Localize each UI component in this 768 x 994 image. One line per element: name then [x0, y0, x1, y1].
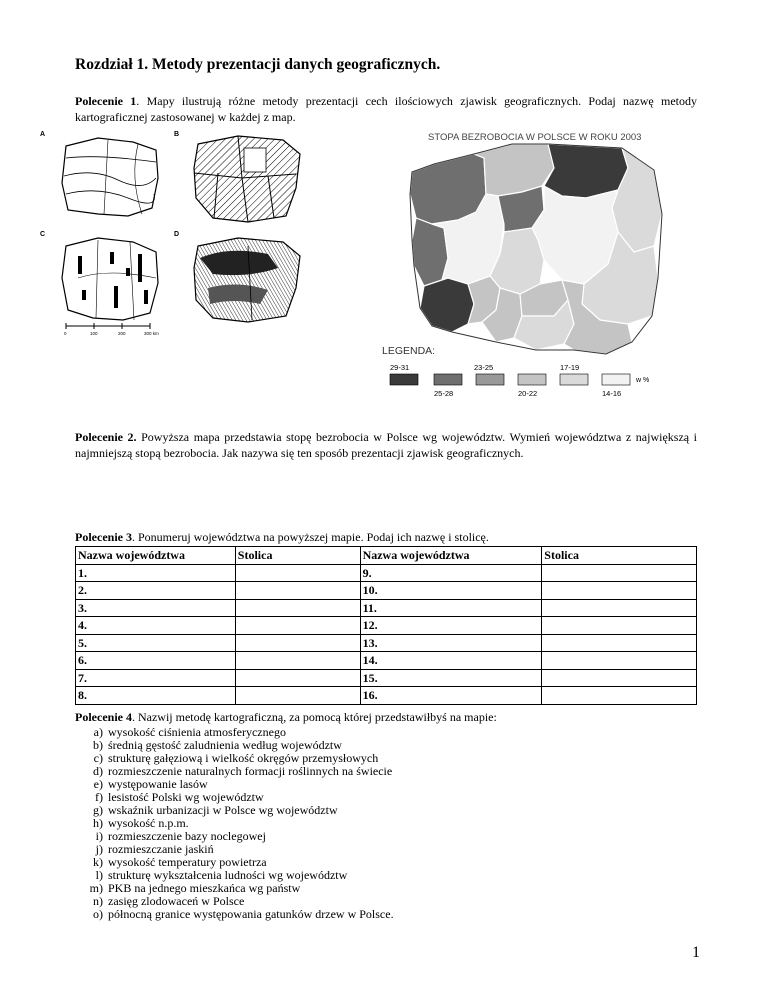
legend-swatch-20-22: [518, 374, 546, 385]
list-item: l) strukturę wykształcenia ludności wg województw: [95, 867, 348, 882]
legend-swatch-17-19: [560, 374, 588, 385]
list-item: j) rozmieszczanie jaskiń: [95, 841, 214, 856]
map-panel-a: [62, 138, 158, 216]
row-number: 11.: [360, 599, 542, 617]
list-item: m) PKB na jednego mieszkańca wg państw: [89, 880, 301, 895]
legend-swatch-25-28: [434, 374, 462, 385]
capital-cell[interactable]: [542, 669, 697, 687]
capital-cell[interactable]: [542, 599, 697, 617]
capital-cell[interactable]: [542, 634, 697, 652]
list-item: h) wysokość n.p.m.: [93, 815, 189, 830]
list-item: i) rozmieszczenie bazy noclegowej: [95, 828, 266, 843]
task-2-text: Powyższa mapa przedstawia stopę bezrobocia w Polsce wg województw. Wymień województwa z największą i najmniejszą stopą bezrobocia. Jak nazywa się ten sposób prezentacji zjawisk geograficznych.: [75, 430, 697, 460]
row-number: 16.: [360, 687, 542, 705]
legend-label-29-31: 29-31: [390, 363, 410, 372]
table-row: [76, 669, 697, 687]
row-number: 2.: [76, 582, 236, 600]
chapter-title: Rozdział 1. Metody prezentacji danych geograficznych.: [75, 56, 441, 73]
header-capital-1: Stolica: [235, 547, 360, 565]
voivodeships: [410, 144, 662, 354]
capital-cell[interactable]: [542, 617, 697, 635]
map-title: STOPA BEZROBOCIA W POLSCE W ROKU 2003: [428, 132, 642, 143]
task-3: [75, 530, 697, 546]
list-item: a) wysokość ciśnienia atmosferycznego: [93, 724, 286, 739]
table-row: [76, 687, 697, 705]
table-row: [76, 652, 697, 670]
table-row: [76, 634, 697, 652]
capital-cell[interactable]: [235, 582, 360, 600]
row-number: 8.: [76, 687, 236, 705]
row-number: 9.: [360, 564, 542, 582]
legend-swatch-23-25: [476, 374, 504, 385]
scale-bar: [64, 323, 159, 336]
table-row: [76, 582, 697, 600]
legend-unit: w %: [636, 377, 650, 384]
task-2-label: Polecenie 2.: [75, 430, 137, 444]
scale-100: 100: [90, 331, 98, 336]
task-3-label: Polecenie 3: [75, 530, 132, 544]
header-capital-2: Stolica: [542, 547, 697, 565]
task-4-label: Polecenie 4: [75, 710, 132, 724]
small-maps-figure: [38, 128, 338, 338]
task-4-intro: [75, 710, 697, 726]
legend-swatch-29-31: [390, 374, 418, 385]
legend-label-20-22: 20-22: [518, 389, 538, 398]
map-panel-d: [194, 238, 300, 322]
task-1-text: . Mapy ilustrują różne metody prezentacji cech ilościowych zjawisk geograficznych. Podaj nazwę metody kartograficznej zastosowanej w każdej z map.: [75, 94, 697, 124]
capital-cell[interactable]: [542, 652, 697, 670]
list-item: n) zasięg zlodowaceń w Polsce: [93, 893, 245, 908]
capital-cell[interactable]: [542, 687, 697, 705]
task-4-text: . Nazwij metodę kartograficzną, za pomocą której przedstawiłbyś na mapie:: [131, 710, 497, 724]
page-number: 1: [692, 944, 700, 961]
capital-cell[interactable]: [235, 687, 360, 705]
task-1: [75, 94, 697, 125]
legend-title: LEGENDA:: [382, 345, 436, 357]
scale-0: 0: [64, 331, 67, 336]
table-row: [76, 564, 697, 582]
map-panel-b: [194, 136, 300, 222]
list-item: f) lesistość Polski wg województw: [95, 789, 264, 804]
task-2: [75, 430, 697, 461]
row-number: 15.: [360, 669, 542, 687]
capital-cell[interactable]: [235, 617, 360, 635]
capital-cell[interactable]: [235, 652, 360, 670]
task-1-label: Polecenie 1: [75, 94, 137, 108]
table-row: [76, 599, 697, 617]
panel-label-b: B: [174, 131, 180, 138]
row-number: 14.: [360, 652, 542, 670]
panel-label-a: A: [40, 131, 46, 138]
capital-cell[interactable]: [542, 564, 697, 582]
capital-cell[interactable]: [235, 564, 360, 582]
legend-swatch-14-16: [602, 374, 630, 385]
scale-300: 300 km: [144, 331, 159, 336]
table-row: [76, 617, 697, 635]
list-item: o) północną granice występowania gatunków drzew w Polsce.: [93, 906, 394, 921]
task-4: [75, 710, 697, 921]
capital-cell[interactable]: [542, 582, 697, 600]
row-number: 7.: [76, 669, 236, 687]
unemployment-map: [372, 128, 692, 403]
list-item: e) występowanie lasów: [93, 776, 208, 791]
legend-label-17-19: 17-19: [560, 363, 580, 372]
task-3-text: . Ponumeruj województwa na powyższej mapie. Podaj ich nazwę i stolicę.: [131, 530, 489, 544]
row-number: 12.: [360, 617, 542, 635]
legend-label-14-16: 14-16: [602, 389, 622, 398]
table-header-row: [76, 547, 697, 565]
list-item: k) wysokość temperatury powietrza: [93, 854, 267, 869]
row-number: 3.: [76, 599, 236, 617]
row-number: 4.: [76, 617, 236, 635]
panel-label-d: D: [174, 231, 180, 238]
row-number: 10.: [360, 582, 542, 600]
row-number: 5.: [76, 634, 236, 652]
scale-200: 200: [118, 331, 126, 336]
list-item: c) strukturę gałęziową i wielkość okręgów przemysłowych: [93, 750, 379, 765]
capital-cell[interactable]: [235, 634, 360, 652]
capital-cell[interactable]: [235, 599, 360, 617]
list-item: g) wskaźnik urbanizacji w Polsce wg województw: [93, 802, 338, 817]
provinces-table: [75, 546, 697, 705]
legend: [390, 363, 649, 398]
row-number: 6.: [76, 652, 236, 670]
task-4-items: [75, 726, 697, 921]
list-item: b) średnią gęstość zaludnienia według województw: [93, 737, 342, 752]
row-number: 13.: [360, 634, 542, 652]
row-number: 1.: [76, 564, 236, 582]
header-province-name-1: Nazwa województwa: [76, 547, 236, 565]
legend-label-23-25: 23-25: [474, 363, 494, 372]
panel-label-c: C: [40, 231, 46, 238]
capital-cell[interactable]: [235, 669, 360, 687]
header-province-name-2: Nazwa województwa: [360, 547, 542, 565]
map-panel-c: [62, 238, 158, 320]
list-item: d) rozmieszczenie naturalnych formacji roślinnych na świecie: [93, 763, 393, 778]
legend-label-25-28: 25-28: [434, 389, 454, 398]
